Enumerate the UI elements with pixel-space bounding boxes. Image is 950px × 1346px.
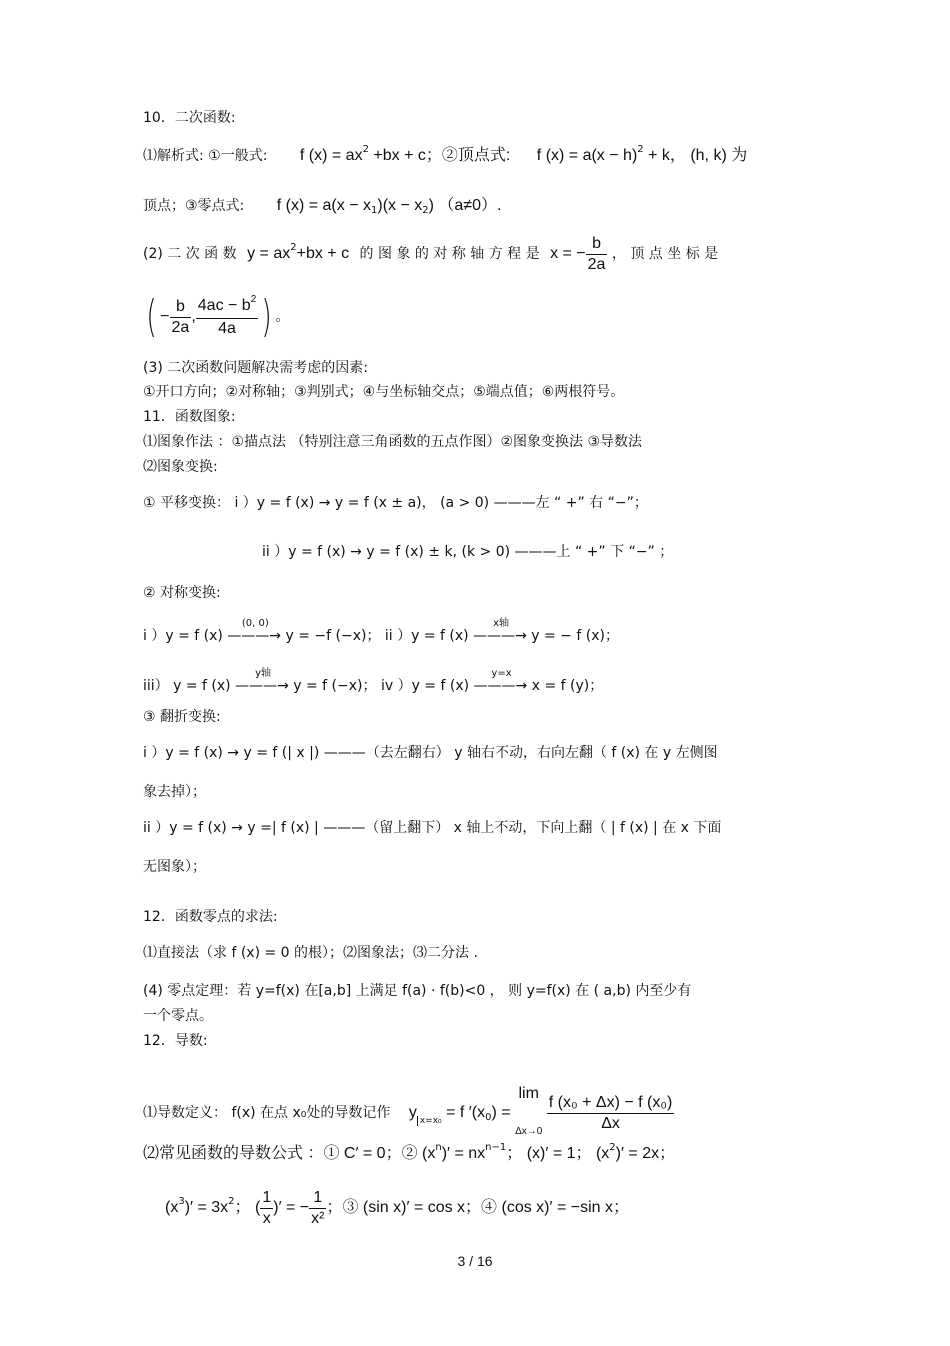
derivative-title: 12．导数:: [143, 1033, 208, 1049]
denominator: 2a: [587, 255, 606, 273]
formula-line-zero-form: [143, 196, 501, 218]
math: )(x − x: [377, 197, 423, 214]
sup: 3: [178, 1196, 185, 1207]
denominator: 2a: [171, 318, 190, 336]
translation-line-2: ii ）y = f (x) → y = f (x) ± k, (k > 0) ———上 “ +” 下 “−” ；: [262, 544, 674, 560]
page-number: 3 / 16: [457, 1253, 493, 1269]
denominator: Δx: [601, 1114, 620, 1132]
eval-bar: x=x₀: [417, 1116, 442, 1126]
text: 顶点；③零点式:: [143, 198, 245, 214]
lim-sub: Δx→0: [515, 1126, 543, 1137]
sup: 2: [228, 1196, 235, 1207]
math: (x: [165, 1199, 179, 1216]
formula-line-axis: [143, 232, 718, 278]
arrow-label: (0, 0): [241, 618, 269, 629]
arrow-y-eq-x: y=x ——: [488, 676, 516, 696]
text: ， 顶 点 坐 标 是: [611, 246, 719, 262]
math: +bx + c；②顶点式:: [373, 147, 511, 164]
flip-line-1: i ）y = f (x) → y = f (| x |) ———（去左翻右） y 轴右不动，右向左翻（ f (x) 在 y 左侧图: [143, 745, 718, 761]
sup: n: [435, 1142, 442, 1153]
sup: 2: [637, 144, 644, 155]
right-paren: ): [261, 291, 273, 342]
arrow-y-axis: y轴 ——: [249, 676, 277, 696]
fraction: [196, 293, 259, 339]
derivative-formulas-2: [165, 1186, 629, 1232]
math: f (x) = ax: [299, 147, 363, 164]
flip-line-2-cont: 无图象）；: [143, 859, 206, 875]
left-paren: (: [146, 291, 157, 342]
math: x = −: [550, 245, 586, 262]
zero-theorem: (4) 零点定理：若 y=f(x) 在[a,b] 上满足 f(a) · f(b)<0 ， 则 y=f(x) 在 ( a,b) 内至少有: [143, 983, 692, 999]
arrow-label: y轴: [255, 668, 272, 679]
math: ,: [191, 308, 196, 325]
factors-heading: (3) 二次函数问题解决需考虑的因素:: [143, 360, 368, 376]
sup: n−1: [485, 1142, 507, 1153]
numerator: b: [170, 297, 192, 318]
denominator: 4a: [218, 319, 236, 337]
text: (2) 二 次 函 数: [143, 246, 237, 262]
section-12-title: 12．函数零点的求法:: [143, 909, 278, 925]
symmetry-heading: ② 对称变换:: [143, 585, 221, 601]
math: )′ = 3x: [184, 1199, 229, 1216]
math: ； (: [234, 1199, 261, 1216]
flip-heading: ③ 翻折变换:: [143, 709, 221, 725]
arrow-x-axis: x轴 ——: [487, 626, 515, 646]
arrow-label: y=x: [491, 668, 512, 679]
arrow-label: x轴: [493, 618, 510, 629]
derivative-formulas-1: [143, 1144, 675, 1166]
sup: 2: [290, 242, 297, 253]
denominator: x: [262, 1209, 271, 1227]
sup: 2: [250, 293, 257, 305]
vertex-coordinate: [143, 292, 289, 342]
math: ) =: [491, 1104, 511, 1121]
numerator: 1: [309, 1188, 326, 1209]
math: ； (x)′ = 1； (x: [506, 1145, 610, 1162]
numerator: b: [586, 234, 608, 255]
text: → y = − f (x)；: [515, 628, 619, 644]
fraction: [170, 297, 192, 338]
math: y = ax: [247, 245, 291, 262]
fraction: [260, 1188, 273, 1229]
math: ) （a≠0）.: [428, 197, 502, 214]
text: i ）y = f (x) —: [143, 628, 242, 644]
sub: 2: [422, 205, 429, 216]
math: f (x) = a(x − h): [536, 147, 638, 164]
sup: 2: [362, 144, 369, 155]
text: ⑴导数定义： f(x) 在点 x₀处的导数记作: [143, 1105, 391, 1121]
math: y: [408, 1104, 417, 1121]
symmetry-line-2: [143, 668, 604, 696]
factors-list: ①开口方向；②对称轴；③判别式；④与坐标轴交点；⑤端点值；⑥两根符号。: [143, 384, 625, 400]
math: = f ′(x: [446, 1104, 486, 1121]
math: + k， (h, k) 为: [648, 147, 748, 164]
graph-methods: ⑴图象作法 ：①描点法 （特别注意三角函数的五点作图）②图象变换法 ③导数法: [143, 434, 643, 450]
text: iii） y = f (x) —: [143, 678, 250, 694]
difference-quotient: [547, 1093, 675, 1134]
derivative-definition: [143, 1072, 674, 1154]
lim-text: lim: [518, 1085, 539, 1102]
flip-line-1-cont: 象去掉）；: [143, 784, 206, 800]
text: → y = −f (−x)； ii ）y = f (x) —: [269, 628, 488, 644]
graph-transform-heading: ⑵图象变换:: [143, 459, 218, 475]
math: f (x) = a(x − x: [276, 197, 371, 214]
text: 的 图 象 的 对 称 轴 方 程 是: [359, 246, 540, 262]
limit: [515, 1072, 542, 1154]
fraction: [586, 234, 608, 275]
denominator: x²: [311, 1209, 325, 1227]
sub: 1: [370, 205, 378, 216]
sub: 0: [485, 1112, 492, 1123]
text: → y = f (−x)； iv ）y = f (x) —: [277, 678, 488, 694]
arrow-origin: (0, 0) ——: [241, 626, 269, 646]
sup: 2: [609, 1142, 616, 1153]
zero-theorem-cont: 一个零点。: [143, 1008, 213, 1024]
section-11-title: 11．函数图象:: [143, 409, 236, 425]
math: )′ = nx: [441, 1145, 486, 1162]
math: ；③ (sin x)′ = cos x；④ (cos x)′ = −sin x；: [326, 1199, 629, 1216]
zero-methods: ⑴直接法（求 f (x) = 0 的根）；⑵图象法；⑶二分法 .: [143, 945, 478, 961]
section-10-title: 10．二次函数:: [143, 110, 236, 126]
math: ⑵常见函数的导数公式 ：① C′ = 0；② (x: [143, 1145, 436, 1162]
symmetry-line-1: [143, 618, 619, 646]
translation-line-1: ① 平移变换： i ）y = f (x) → y = f (x ± a)， (a > 0) ———左 “ +” 右 “−”；: [143, 495, 648, 511]
text: → x = f (y)；: [515, 678, 604, 694]
numerator: 1: [260, 1188, 273, 1209]
num-text: 4ac − b: [197, 296, 251, 314]
math: )′ = 2x；: [615, 1145, 676, 1162]
formula-line-analytic: [143, 146, 747, 168]
numerator: f (x₀ + Δx) − f (x₀): [547, 1093, 675, 1114]
numerator: [196, 293, 259, 319]
flip-line-2: ii ）y = f (x) → y =| f (x) | ———（留上翻下） x 轴上不动，下向上翻（ | f (x) | 在 x 下面: [143, 820, 722, 836]
math: )′ = −: [273, 1199, 310, 1216]
math: −: [160, 308, 170, 325]
text: ⑴解析式: ①一般式:: [143, 148, 268, 164]
text: 。: [275, 309, 290, 325]
fraction: [309, 1188, 326, 1229]
math: +bx + c: [296, 245, 350, 262]
